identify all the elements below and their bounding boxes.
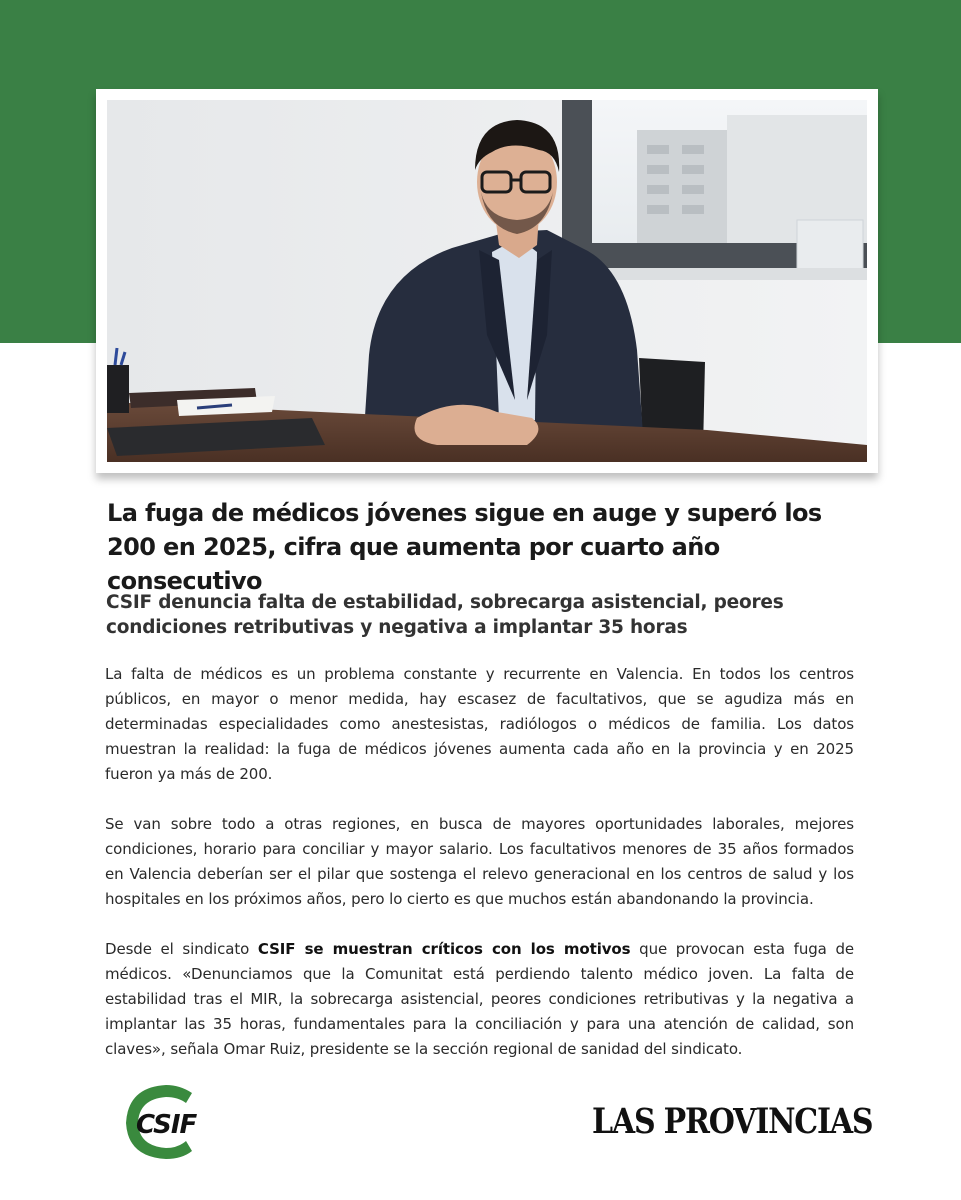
paragraph-3-intro: Desde el sindicato xyxy=(105,940,258,958)
csif-logo xyxy=(122,1083,208,1161)
paragraph-3-highlight: CSIF se muestran críticos con los motivos xyxy=(257,940,631,958)
article-body xyxy=(105,662,854,1087)
photo-card xyxy=(96,89,878,473)
paragraph-3-rest: que provocan esta fuga de médicos. «Denunciamos que la Comunitat está perdiendo talento médico joven. La falta de estabilidad tras el MIR, la sobrecarga asistencial, peores condiciones retributivas y la negativa a implantar las 35 horas, fundamentales para la conciliación y para una atención de calidad, son claves», señala Omar Ruiz, presidente se la sección regional de sanidad del sindicato. xyxy=(105,940,854,1058)
article-subtitle: CSIF denuncia falta de estabilidad, sobrecarga asistencial, peores condiciones retributivas y negativa a implantar 35 horas xyxy=(106,592,784,638)
las-provincias-logo: LAS PROVINCIAS xyxy=(592,1102,873,1143)
body-paragraph-3 xyxy=(105,937,854,1062)
csif-logo-text: CSIF xyxy=(136,1110,197,1140)
article-headline: La fuga de médicos jóvenes sigue en auge y superó los 200 en 2025, cifra que aumenta por cuarto año consecutivo xyxy=(107,499,822,595)
body-paragraph-2: Se van sobre todo a otras regiones, en busca de mayores oportunidades laborales, mejores condiciones, horario para conciliar y mayor salario. Los facultativos menores de 35 años formados en Valencia deberían ser el pilar que sostenga el relevo generacional en los centros de salud y los hospitales en los próximos años, pero lo cierto es que muchos están abandonando la provincia. xyxy=(105,815,854,908)
portrait-photo xyxy=(107,100,867,462)
body-paragraph-1: La falta de médicos es un problema constante y recurrente en Valencia. En todos los centros públicos, en mayor o menor medida, hay escasez de facultativos, que se agudiza más en determinadas especialidades como anestesistas, radiólogos o médicos de familia. Los datos muestran la realidad: la fuga de médicos jóvenes aumenta cada año en la provincia y en 2025 fueron ya más de 200. xyxy=(105,665,854,783)
